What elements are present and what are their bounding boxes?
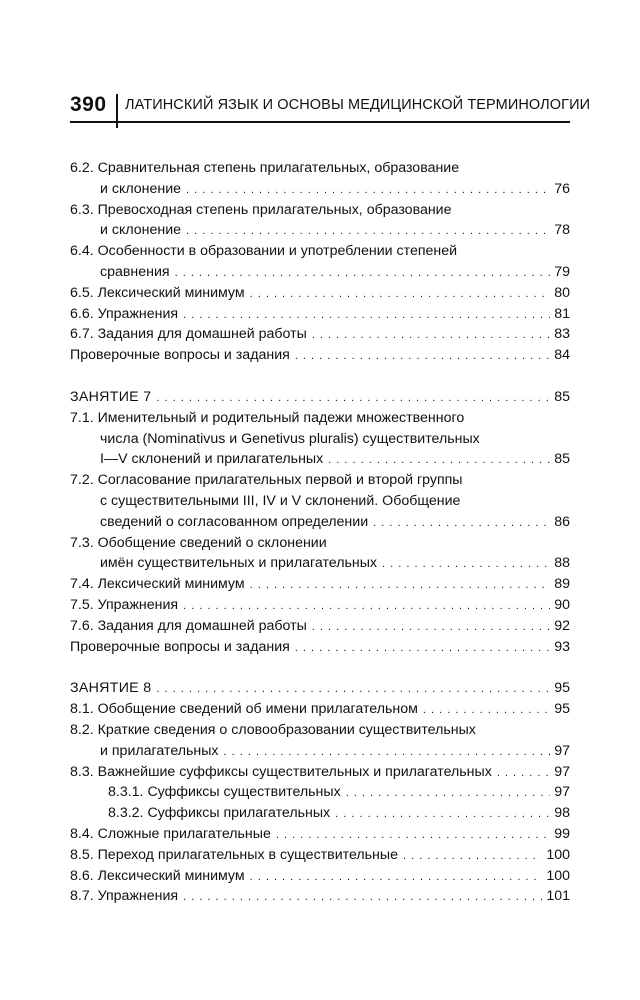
- toc-entry-text: 6.2. Сравнительная степень прилагательных, образование: [70, 160, 460, 176]
- toc-entry-text: и склонение: [100, 180, 182, 197]
- toc-page-number: 95: [554, 701, 570, 718]
- toc-entry-8-3-2[interactable]: [70, 803, 570, 824]
- toc-entry-7-5[interactable]: [70, 595, 570, 616]
- toc-entry-text: 7.1. Именительный и родительный падежи множественного: [70, 409, 465, 426]
- toc-entry-text: 8.2. Краткие сведения о словообразовании существительных: [70, 721, 476, 738]
- toc-page-number: 88: [554, 555, 570, 572]
- toc-section-title: ЗАНЯТИЕ 8: [70, 680, 152, 697]
- toc-page-number: 90: [554, 596, 570, 613]
- leader-dots: [295, 346, 550, 367]
- leader-dots: [346, 783, 551, 804]
- leader-dots: [382, 554, 550, 575]
- toc-entry-text: 8.6. Лексический минимум: [70, 867, 245, 884]
- toc-entry-text: 8.7. Упражнения: [70, 888, 179, 905]
- toc-section-7[interactable]: [70, 387, 570, 408]
- leader-dots: [373, 513, 550, 534]
- toc-entry-text: 8.3. Важнейшие суффиксы существительных и прилагательных: [70, 763, 492, 780]
- toc-entry-8-4[interactable]: [70, 824, 570, 845]
- toc-entry-text: Проверочные вопросы и задания: [70, 347, 290, 364]
- leader-dots: [295, 638, 550, 659]
- toc-entry-8-6[interactable]: [70, 866, 570, 887]
- page-number: 390: [70, 93, 107, 116]
- toc-page-number: 80: [554, 284, 570, 301]
- toc-entry-questions-6[interactable]: [70, 345, 570, 366]
- toc-entry-8-1[interactable]: [70, 699, 570, 720]
- toc-entry-6-6[interactable]: [70, 304, 570, 325]
- running-title: ЛАТИНСКИЙ ЯЗЫК И ОСНОВЫ МЕДИЦИНСКОЙ ТЕРМИНОЛОГИИ: [125, 97, 591, 113]
- leader-dots: [250, 575, 551, 596]
- leader-dots: [224, 742, 551, 763]
- leader-dots: [497, 763, 550, 784]
- toc-entry-text: 7.2. Согласование прилагательных первой и второй группы: [70, 472, 463, 489]
- toc-page-number: 81: [554, 305, 570, 322]
- toc-page-number: 83: [554, 326, 570, 343]
- leader-dots: [276, 825, 550, 846]
- toc-entry-questions-7[interactable]: [70, 637, 570, 658]
- toc-page-number: 97: [554, 742, 570, 759]
- toc-entry-6-5[interactable]: [70, 283, 570, 304]
- toc-entry-6-4[interactable]: [70, 241, 570, 283]
- toc-entry-text: Проверочные вопросы и задания: [70, 638, 290, 655]
- toc-entry-text: числа (Nominativus и Genetivus pluralis) существительных: [100, 430, 480, 447]
- toc-page-number: 100: [546, 846, 570, 863]
- toc-page-number: 85: [554, 451, 570, 468]
- leader-dots: [312, 325, 550, 346]
- toc-entry-8-3[interactable]: [70, 762, 570, 783]
- toc-page-number: 97: [554, 763, 570, 780]
- leader-dots: [328, 450, 550, 471]
- toc-entry-text: 8.3.1. Суффиксы существительных: [108, 784, 341, 801]
- leader-dots: [186, 180, 550, 201]
- toc-entry-text: 8.5. Переход прилагательных в существительные: [70, 846, 398, 863]
- toc-entry-7-3[interactable]: [70, 533, 570, 575]
- toc-page-number: 99: [554, 825, 570, 842]
- toc-entry-7-6[interactable]: [70, 616, 570, 637]
- toc-entry-text: 6.6. Упражнения: [70, 305, 179, 322]
- toc-entry-8-2[interactable]: [70, 720, 570, 762]
- toc-page-number: 84: [554, 347, 570, 364]
- toc-page-number: 76: [554, 180, 570, 197]
- toc-page-number: 97: [554, 784, 570, 801]
- page-header: [70, 93, 591, 124]
- toc-page-number: 89: [554, 576, 570, 593]
- leader-dots: [423, 700, 550, 721]
- toc-entry-6-3[interactable]: [70, 200, 570, 242]
- toc-entry-7-2[interactable]: [70, 470, 570, 532]
- toc-entry-text: 7.6. Задания для домашней работы: [70, 617, 307, 634]
- table-of-contents: [70, 158, 570, 907]
- leader-dots: [250, 867, 543, 888]
- toc-entry-text: 8.1. Обобщение сведений об имени прилагательном: [70, 701, 418, 718]
- toc-page-number: 78: [554, 222, 570, 239]
- toc-entry-8-3-1[interactable]: [70, 782, 570, 803]
- toc-entry-8-7[interactable]: [70, 886, 570, 907]
- toc-entry-text: 7.5. Упражнения: [70, 596, 179, 613]
- toc-page-number: 79: [554, 263, 570, 280]
- toc-entry-7-1[interactable]: [70, 408, 570, 470]
- toc-entry-text: сведений о согласованном определении: [100, 513, 369, 530]
- leader-dots: [250, 284, 551, 305]
- toc-entry-text: имён существительных и прилагательных: [100, 555, 378, 572]
- toc-entry-text: 7.3. Обобщение сведений о склонении: [70, 534, 327, 551]
- toc-entry-text: сравнения: [100, 263, 170, 280]
- leader-dots: [156, 388, 550, 409]
- toc-page-number: 86: [554, 513, 570, 530]
- toc-entry-text: 6.3. Превосходная степень прилагательных, образование: [70, 201, 452, 218]
- toc-entry-6-2[interactable]: [70, 158, 570, 200]
- toc-entry-8-5[interactable]: [70, 845, 570, 866]
- toc-entry-text: 6.5. Лексический минимум: [70, 284, 245, 301]
- leader-dots: [156, 679, 550, 700]
- toc-section-8[interactable]: [70, 678, 570, 699]
- leader-dots: [175, 263, 551, 284]
- toc-entry-6-7[interactable]: [70, 324, 570, 345]
- leader-dots: [186, 221, 550, 242]
- toc-entry-text: 8.3.2. Суффиксы прилагательных: [108, 805, 331, 822]
- toc-page-number: 100: [546, 867, 570, 884]
- toc-entry-text: 6.4. Особенности в образовании и употреблении степеней: [70, 243, 458, 260]
- leader-dots: [312, 617, 550, 638]
- toc-page-number: 93: [554, 638, 570, 655]
- leader-dots: [183, 596, 550, 617]
- toc-entry-text: и склонение: [100, 222, 182, 239]
- leader-dots: [183, 887, 542, 908]
- toc-entry-7-4[interactable]: [70, 574, 570, 595]
- toc-page-number: 85: [554, 388, 570, 405]
- toc-entry-text: I—V склонений и прилагательных: [100, 451, 324, 468]
- toc-entry-text: с существительными III, IV и V склонений. Обобщение: [100, 492, 461, 509]
- toc-page-number: 101: [546, 888, 570, 905]
- leader-dots: [403, 846, 542, 867]
- toc-section-title: ЗАНЯТИЕ 7: [70, 388, 152, 405]
- header-rule: [70, 121, 570, 123]
- toc-entry-text: 6.7. Задания для домашней работы: [70, 326, 307, 343]
- toc-page-number: 98: [554, 805, 570, 822]
- leader-dots: [183, 305, 550, 326]
- toc-entry-text: 8.4. Сложные прилагательные: [70, 825, 271, 842]
- toc-page-number: 95: [554, 680, 570, 697]
- toc-entry-text: 7.4. Лексический минимум: [70, 576, 245, 593]
- leader-dots: [335, 804, 550, 825]
- toc-entry-text: и прилагательных: [100, 742, 219, 759]
- toc-page-number: 92: [554, 617, 570, 634]
